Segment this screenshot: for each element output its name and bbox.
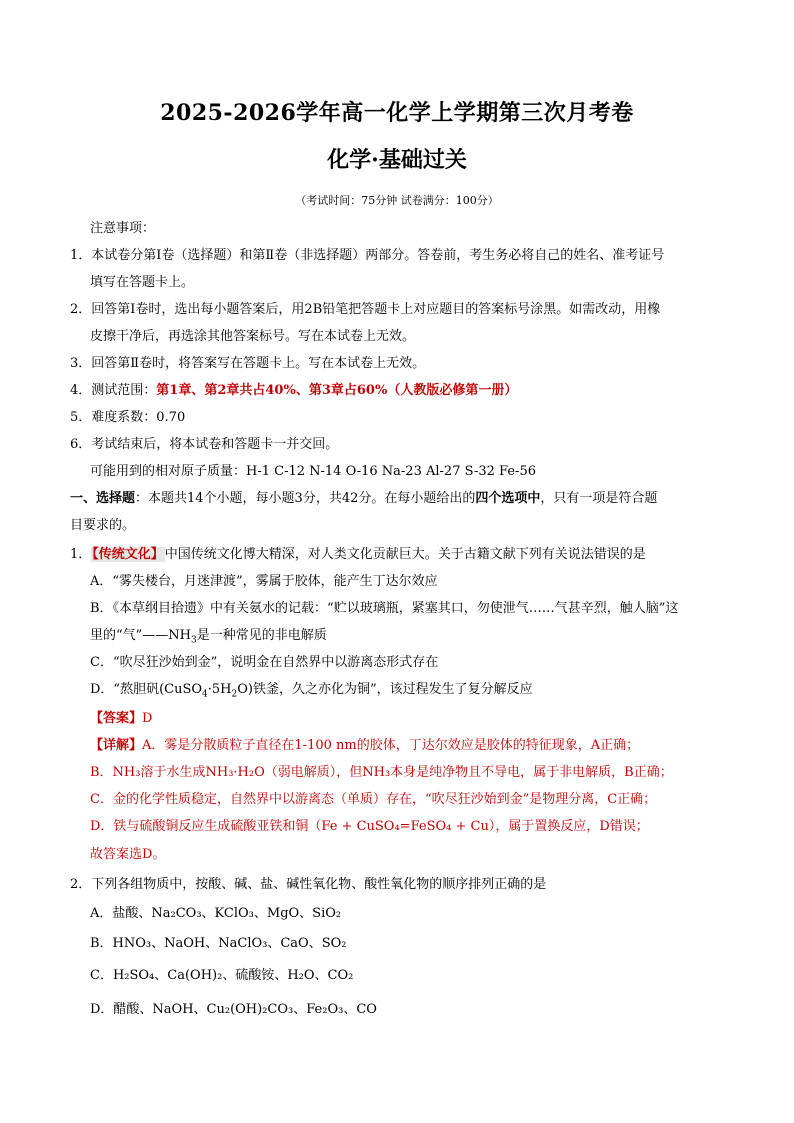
detail-a: [90, 737, 639, 755]
note-item-6: [70, 436, 338, 454]
conclusion: 故答案选D。: [90, 847, 166, 862]
subscript: 4: [202, 689, 208, 700]
answer-label: 【答案】: [90, 711, 143, 726]
note-number: 4．: [70, 383, 92, 398]
detail-c: C．金的化学性质稳定，自然界中以游离态（单质）存在，“吹尽狂沙始到金”是物理分离，C正确；: [90, 792, 657, 807]
note-number: 3．: [70, 356, 92, 371]
detail-label: 【详解】: [90, 738, 143, 753]
atomic-masses: 可能用到的相对原子质量：H-1 C-12 N-14 O-16 Na-23 Al-27 S-32 Fe-56: [90, 464, 536, 479]
exam-title: 2025-2026学年高一化学上学期第三次月考卷: [160, 100, 634, 126]
text-fragment: ·5H: [207, 682, 232, 697]
note-item-4: [70, 382, 517, 400]
section-text: ：本题共14个小题，每小题3分，共42分。在每小题给出的: [135, 491, 476, 506]
option-c: C．H₂SO₄、Ca(OH)₂、硫酸铵、H₂O、CO₂: [90, 968, 354, 983]
option-a: A．“雾失楼台，月迷津渡”，雾属于胶体，能产生丁达尔效应: [90, 574, 438, 589]
text-fragment: 里的“气”——NH: [90, 628, 192, 643]
subscript: 3: [191, 635, 197, 646]
question-1-stem: [70, 546, 646, 564]
text-fragment: D．“熬胆矾(CuSO: [90, 682, 203, 697]
option-b-cont: [90, 627, 327, 645]
option-b: B．HNO₃、NaOH、NaClO₃、CaO、SO₂: [90, 936, 347, 951]
note-item-2-cont: 皮擦干净后，再选涂其他答案标号。写在本试卷上无效。: [90, 329, 416, 344]
section-emphasis: 四个选项中: [475, 491, 541, 506]
note-item-3: [70, 355, 425, 373]
note-text: 考试结束后，将本试卷和答题卡一并交回。: [91, 437, 339, 452]
option-c: C．“吹尽狂沙始到金”，说明金在自然界中以游离态形式存在: [90, 655, 439, 670]
note-item-5: [70, 409, 185, 427]
exam-info: （考试时间：75分钟 试卷满分：100分）: [295, 194, 499, 207]
notes-heading: 注意事项：: [90, 221, 156, 236]
text-fragment: 是一种常见的非电解质: [196, 628, 327, 643]
question-2-stem: [70, 876, 546, 894]
note-text: 难度系数：0.70: [91, 410, 186, 425]
exam-subtitle: 化学·基础过关: [327, 147, 467, 173]
option-d: [90, 681, 533, 699]
detail-b: B．NH₃溶于水生成NH₃·H₂O（弱电解质），但NH₃本身是纯净物且不导电，属于非电解质，B正确；: [90, 765, 673, 780]
category-tag: 【传统文化】: [92, 547, 164, 562]
option-a: A．盐酸、Na₂CO₃、KClO₃、MgO、SiO₂: [90, 906, 342, 921]
note-text: 回答第Ⅱ卷时，将答案写在答题卡上。写在本试卷上无效。: [91, 356, 426, 371]
option-b: B．《本草纲目拾遗》中有关氨水的记载：“贮以玻璃瓶，紧塞其口，勿使泄气……气甚辛烈，触人脑”这: [90, 601, 679, 616]
detail-d: D．铁与硫酸铜反应生成硫酸亚铁和铜（Fe + CuSO₄=FeSO₄ + Cu），属于置换反应，D错误；: [90, 819, 649, 834]
question-text: 中国传统文化博大精深，对人类文化贡献巨大。关于古籍文献下列有关说法错误的是: [164, 547, 646, 562]
note-item-1-cont: 填写在答题卡上。: [90, 275, 195, 290]
note-item-2: [70, 301, 660, 319]
note-number: 2．: [70, 302, 92, 317]
question-text: 下列各组物质中，按酸、碱、盐、碱性氧化物、酸性氧化物的顺序排列正确的是: [91, 877, 547, 892]
note-prefix: 测试范围：: [91, 383, 157, 398]
section-text: ，只有一项是符合题: [540, 491, 658, 506]
section-heading: [70, 490, 657, 508]
answer-value: D: [142, 711, 153, 726]
note-text: 回答第Ⅰ卷时，选出每小题答案后，用2B铅笔把答题卡上对应题目的答案标号涂黑。如需改动，用橡: [91, 302, 661, 317]
test-scope: 第1章、第2章共占40%、第3章占60%（人教版必修第一册）: [156, 383, 518, 398]
question-number: 2．: [70, 877, 92, 892]
note-text: 本试卷分第Ⅰ卷（选择题）和第Ⅱ卷（非选择题）两部分。答卷前，考生务必将自己的姓名、准考证号: [91, 248, 665, 263]
note-number: 6．: [70, 437, 92, 452]
question-number: 1．: [70, 547, 92, 562]
detail-text: A．雾是分散质粒子直径在1-100 nm的胶体，丁达尔效应是胶体的特征现象，A正确；: [142, 738, 640, 753]
section-title: 一、选择题: [70, 491, 136, 506]
note-item-1: [70, 247, 664, 265]
note-number: 1．: [70, 248, 92, 263]
text-fragment: O)铁釜，久之亦化为铜”，该过程发生了复分解反应: [237, 682, 533, 697]
subscript: 2: [231, 689, 238, 700]
section-heading-cont: 目要求的。: [70, 518, 136, 533]
option-d: D．醋酸、NaOH、Cu₂(OH)₂CO₃、Fe₂O₃、CO: [90, 1002, 377, 1017]
note-number: 5．: [70, 410, 92, 425]
answer-line: [90, 710, 152, 728]
